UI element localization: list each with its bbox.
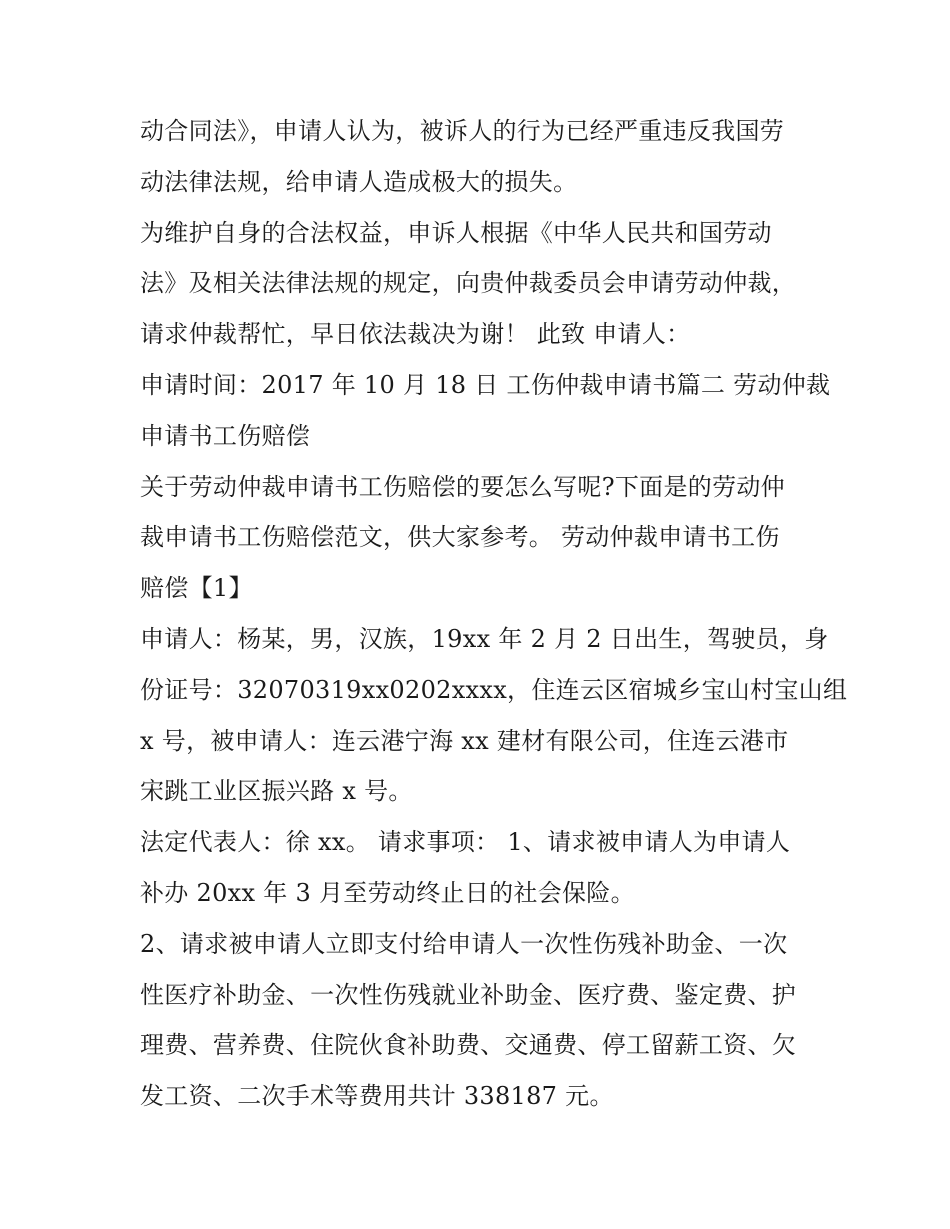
document-body <box>140 106 848 1122</box>
text-line: 法定代表人：徐 xx。 请求事项： 1、请求被申请人为申请人 <box>140 828 791 857</box>
text-line: 性医疗补助金、一次性伤残就业补助金、医疗费、鉴定费、护 <box>140 980 797 1009</box>
text-line: 动合同法》，申请人认为，被诉人的行为已经严重违反我国劳 <box>140 117 785 145</box>
text-line: 动法律法规，给申请人造成极大的损失。 <box>140 167 578 196</box>
text-line: 法》及相关法律法规的规定，向贵仲裁委员会申请劳动仲裁， <box>140 269 797 298</box>
text-line: 关于劳动仲裁申请书工伤赔偿的要怎么写呢?下面是的劳动仲 <box>140 472 785 501</box>
text-line: 份证号：32070319xx0202xxxx，住连云区宿城乡宝山村宝山组 <box>140 675 848 704</box>
text-line: 申请书工伤赔偿 <box>140 421 311 450</box>
text-line: 申请人：杨某，男，汉族，19xx 年 2 月 2 日出生，驾驶员，身 <box>140 624 829 653</box>
text-line: 为维护自身的合法权益，申诉人根据《中华人民共和国劳动 <box>140 218 772 247</box>
text-line: 宋跳工业区振兴路 x 号。 <box>140 777 413 806</box>
text-line: 发工资、二次手术等费用共计 338187 元。 <box>140 1082 614 1111</box>
text-line: 申请时间：2017 年 10 月 18 日 工伤仲裁申请书篇二 劳动仲裁 <box>140 370 831 399</box>
text-line: 裁申请书工伤赔偿范文，供大家参考。 劳动仲裁申请书工伤 <box>140 523 780 552</box>
text-line: 理费、营养费、住院伙食补助费、交通费、停工留薪工资、欠 <box>140 1031 797 1060</box>
text-line: 请求仲裁帮忙，早日依法裁决为谢！ 此致 申请人： <box>140 320 691 349</box>
text-line: 2、请求被申请人立即支付给申请人一次性伤残补助金、一次 <box>140 929 788 958</box>
text-line: 补办 20xx 年 3 月至劳动终止日的社会保险。 <box>140 878 635 907</box>
text-line: x 号，被申请人：连云港宁海 xx 建材有限公司，住连云港市 <box>140 726 789 755</box>
text-line: 赔偿【1】 <box>140 574 253 603</box>
